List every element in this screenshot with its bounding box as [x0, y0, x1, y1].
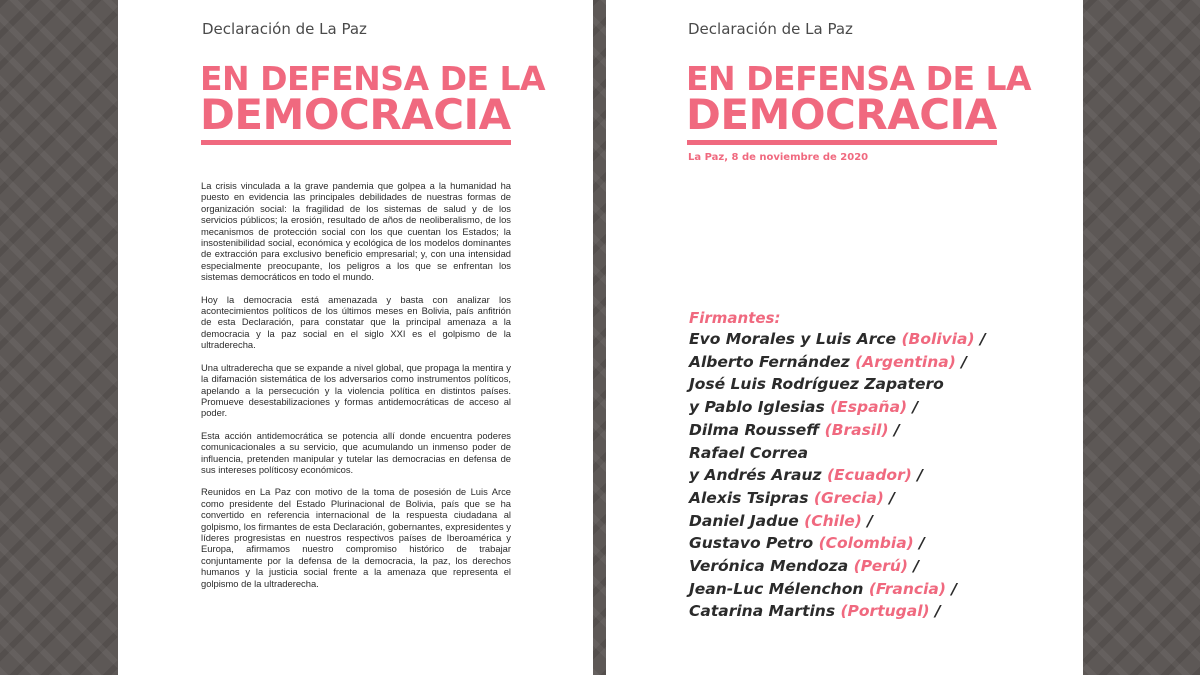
signer-line	[689, 442, 1069, 465]
signer-line	[689, 532, 1069, 555]
signer-line	[689, 396, 1069, 419]
signer-country: (Argentina)	[855, 352, 956, 371]
signer-separator: /	[974, 330, 986, 348]
document-page-right	[606, 0, 1083, 675]
page-kicker: Declaración de La Paz	[688, 20, 853, 38]
signer-country: (Portugal)	[840, 602, 930, 621]
declaration-body	[201, 180, 511, 600]
signer-name: Catarina Martins	[689, 602, 841, 621]
signer-name: Verónica Mendoza	[689, 557, 854, 576]
signer-separator: /	[888, 420, 900, 439]
signer-name: Alexis Tsipras	[689, 488, 814, 507]
page-title	[200, 59, 546, 139]
signer-line	[689, 419, 1069, 442]
signer-separator: /	[883, 488, 895, 507]
signer-line	[689, 600, 1069, 623]
signer-country: (Colombia)	[818, 534, 914, 553]
signer-separator: /	[913, 534, 925, 553]
paragraph: Reunidos en La Paz con motivo de la toma de posesión de Luis Arce como presidente del Estado Plurinacional de Bolivia, país que se ha convertido en referencia internacional de la respuesta ciudadana al golpismo, los firmantes de esta Declaración, gobernantes, expresidentes y líderes progresistas en nuestros respectivos países de Iberoamérica y Europa, afirmamos nuestro compromiso histórico de trabajar conjuntamente por la defensa de la democracia, la paz, los derechos humanos y la justicia social frente a la amenaza que representa el golpismo de la ultraderecha.	[201, 486, 511, 589]
paragraph: La crisis vinculada a la grave pandemia que golpea a la humanidad ha puesto en evidencia las principales debilidades de nuestras formas de organización social: la fragilidad de los sistemas de salud y de los servicios públicos; la erosión, resultado de años de neoliberalismo, de los mecanismos de protección social con los que cuentan los Estados; la insostenibilidad social, económica y ecológica de los modelos dominantes de extracción para exclusivo beneficio empresarial; y, con una intensidad especialmente preocupante, los peligros a los que se enfrentan los sistemas democráticos en todo el mundo.	[201, 180, 511, 283]
signer-line	[689, 510, 1069, 533]
signer-line	[689, 578, 1069, 601]
signer-line	[689, 351, 1069, 374]
title-rule	[201, 140, 511, 145]
signer-country: (Brasil)	[824, 420, 889, 439]
paragraph: Hoy la democracia está amenazada y basta con analizar los acontecimientos políticos de los últimos meses en Bolivia, país anfitrión de esta Declaración, para constatar que la principal amenaza a la democracia y la paz social en el siglo XXI es el golpismo de la ultraderecha.	[201, 293, 511, 351]
signer-line	[689, 555, 1069, 578]
signer-line	[689, 373, 1069, 396]
signer-separator: /	[911, 466, 923, 485]
declaration-date: La Paz, 8 de noviembre de 2020	[688, 152, 869, 163]
title-rule	[687, 140, 997, 145]
title-line-1: EN DEFENSA DE LA	[200, 59, 546, 98]
signer-country: (Bolivia)	[901, 330, 975, 348]
title-line-1: EN DEFENSA DE LA	[686, 59, 1032, 98]
signer-name: y Andrés Arauz	[689, 466, 827, 485]
title-line-2: DEMOCRACIA	[200, 90, 511, 139]
document-page-left	[118, 0, 593, 675]
signer-separator: /	[929, 602, 941, 621]
signer-separator: /	[945, 579, 958, 598]
signer-line	[689, 464, 1069, 487]
signer-name: y Pablo Iglesias	[689, 398, 831, 417]
signer-line	[689, 487, 1069, 510]
signer-name: Daniel Jadue	[689, 511, 805, 530]
signer-separator: /	[955, 352, 967, 371]
page-kicker: Declaración de La Paz	[202, 20, 367, 38]
signer-name: Rafael Correa	[689, 443, 809, 462]
signer-country: (Chile)	[804, 511, 862, 530]
signer-country: (España)	[830, 398, 908, 417]
signer-country: (Ecuador)	[826, 466, 912, 485]
signer-country: (Grecia)	[813, 488, 884, 507]
paragraph: Esta acción antidemocrática se potencia allí donde encuentra poderes comunicacionales a su servicio, que acumulando un inmenso poder de influencia, pretenden manipular y tutelar las democracias en defensa de sus intereses políticosy económicos.	[201, 429, 511, 475]
signer-separator: /	[907, 557, 920, 576]
signer-country: (Francia)	[868, 579, 946, 598]
signer-name: Jean-Luc Mélenchon	[689, 579, 869, 598]
signer-name: Dilma Rousseff	[689, 420, 825, 439]
signer-separator: /	[907, 398, 919, 417]
paragraph: Una ultraderecha que se expande a nivel global, que propaga la mentira y la difamación sistemática de los adversarios como instrumentos políticos, apelando a la persecución y la violencia política en distintos países. Promueve desestabilizaciones y formas antidemocráticas de acceso al poder.	[201, 361, 511, 419]
signer-name: Alberto Fernández	[689, 352, 856, 371]
signers-list	[689, 308, 1069, 623]
signer-name: José Luis Rodríguez Zapatero	[689, 375, 944, 394]
signer-country: (Perú)	[853, 557, 908, 576]
signer-name: Gustavo Petro	[689, 534, 819, 553]
title-line-2: DEMOCRACIA	[686, 90, 997, 139]
signers-heading: Firmantes:	[689, 309, 781, 327]
signer-name: Evo Morales y Luis Arce	[689, 330, 902, 348]
page-title	[686, 59, 1032, 139]
signer-line	[689, 328, 1069, 351]
signer-separator: /	[861, 511, 873, 530]
